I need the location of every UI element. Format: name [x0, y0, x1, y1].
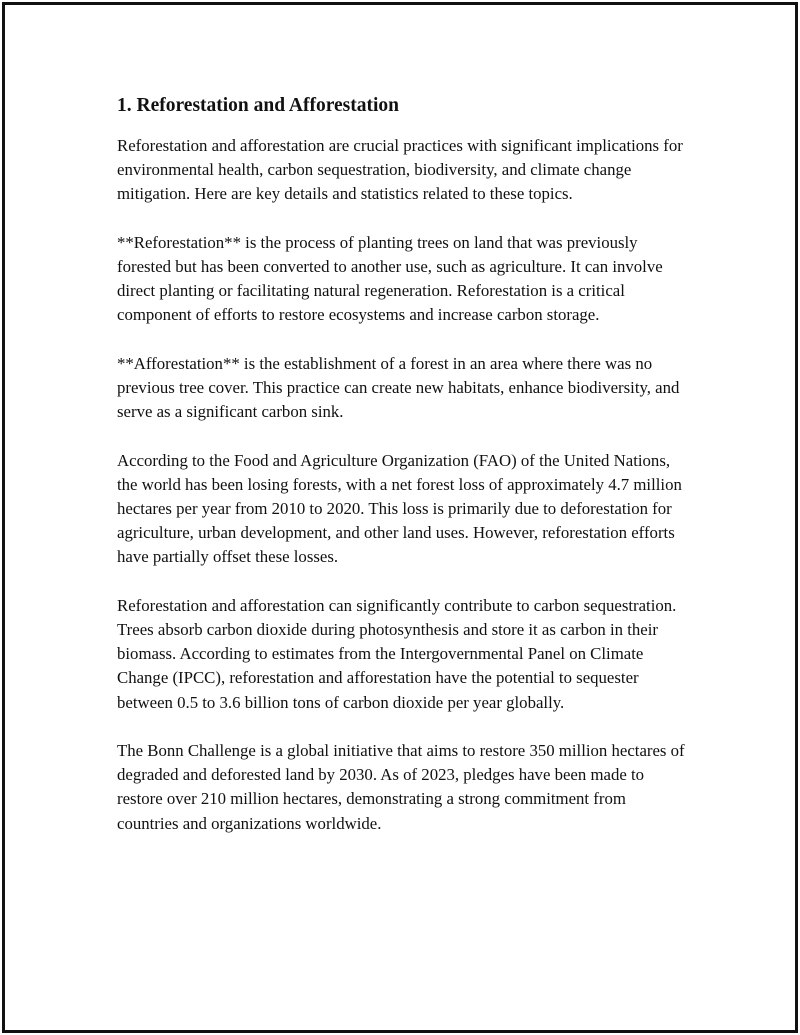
paragraph-reforestation: **Reforestation** is the process of planting trees on land that was previously forested but has been converted to another use, such as agriculture. It can involve direct planting or facilitating natural regeneration. Reforestation is a critical component of efforts to restore ecosystems and increase carbon storage.: [117, 232, 663, 325]
paragraph-bonn-challenge: The Bonn Challenge is a global initiative that aims to restore 350 million hectares of degraded and deforested land by 2030. As of 2023, pledges have been made to restore over 210 million hectares, demonstrating a strong commitment from countries and organizations worldwide.: [117, 741, 685, 833]
section-heading: 1. Reforestation and Afforestation: [117, 95, 400, 116]
document-body: [117, 93, 685, 860]
paragraph-carbon-sequestration: Reforestation and afforestation can significantly contribute to carbon sequestration. Trees absorb carbon dioxide during photosynthesis and store it as carbon in their biomass. According to estimates from the Intergovernmental Panel on Climate Change (IPCC), reforestation and afforestation have the potential to sequester between 0.5 to 3.6 billion tons of carbon dioxide per year globally.: [117, 595, 677, 712]
paragraph-afforestation: **Afforestation** is the establishment of a forest in an area where there was no previous tree cover. This practice can create new habitats, enhance biodiversity, and serve as a significant carbon sink.: [117, 353, 680, 422]
paragraph-intro: Reforestation and afforestation are crucial practices with significant implications for environmental health, carbon sequestration, biodiversity, and climate change mitigation. Here are key details and statistics related to these topics.: [117, 136, 683, 204]
paragraph-fao-statistics: According to the Food and Agriculture Organization (FAO) of the United Nations, the world has been losing forests, with a net forest loss of approximately 4.7 million hectares per year from 2010 to 2020. This loss is primarily due to deforestation for agriculture, urban development, and other land uses. However, reforestation efforts have partially offset these losses.: [117, 450, 682, 567]
